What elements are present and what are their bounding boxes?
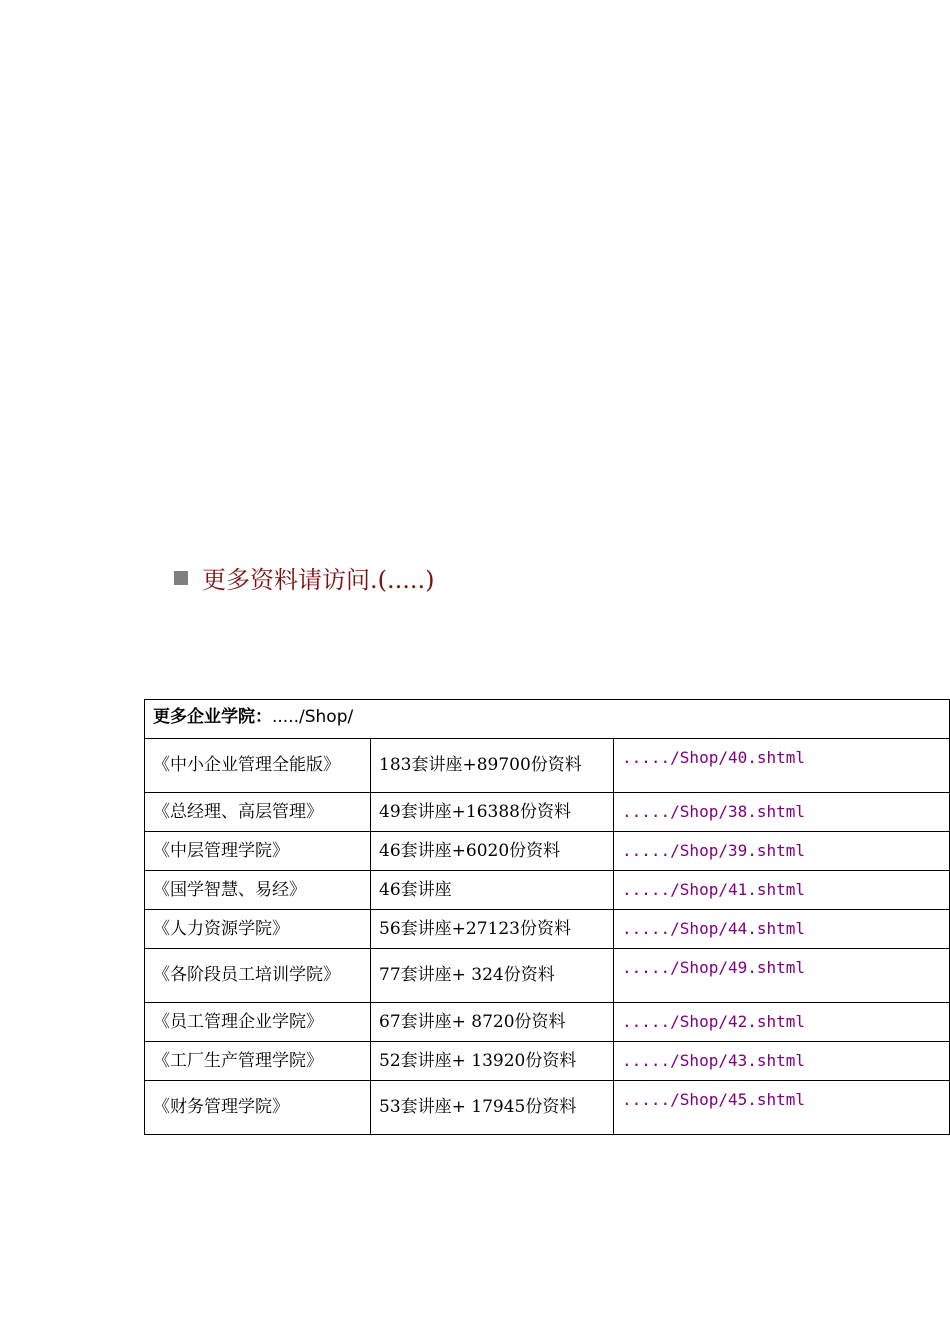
table-header-row (145, 700, 950, 739)
course-name: 《总经理、高层管理》 (145, 793, 371, 832)
header-label: 更多企业学院： (153, 707, 272, 727)
square-bullet-icon (174, 571, 188, 585)
table-header-cell (145, 700, 950, 739)
visit-more-line (174, 560, 435, 595)
course-name: 《国学智慧、易经》 (145, 871, 371, 910)
course-name: 《人力资源学院》 (145, 910, 371, 949)
course-count: 46套讲座+6020份资料 (371, 832, 614, 871)
course-link[interactable]: ...../Shop/43.shtml (622, 1051, 806, 1070)
table-row (145, 949, 950, 1003)
course-name: 《财务管理学院》 (145, 1081, 371, 1135)
course-count: 53套讲座+ 17945份资料 (371, 1081, 614, 1135)
academy-table (144, 699, 950, 1135)
table-row (145, 793, 950, 832)
table-row (145, 1003, 950, 1042)
table-row (145, 871, 950, 910)
course-link[interactable]: ...../Shop/49.shtml (622, 958, 806, 977)
table-row (145, 1081, 950, 1135)
course-link[interactable]: ...../Shop/38.shtml (622, 802, 806, 821)
course-name: 《各阶段员工培训学院》 (145, 949, 371, 1003)
course-link[interactable]: ...../Shop/40.shtml (622, 748, 806, 767)
course-link[interactable]: ...../Shop/42.shtml (622, 1012, 806, 1031)
course-link[interactable]: ...../Shop/39.shtml (622, 841, 806, 860)
course-name: 《中小企业管理全能版》 (145, 739, 371, 793)
table-row (145, 832, 950, 871)
course-count: 46套讲座 (371, 871, 614, 910)
visit-more-text: 更多资料请访问.(.....) (202, 566, 435, 594)
table-row (145, 1042, 950, 1081)
course-link[interactable]: ...../Shop/41.shtml (622, 880, 806, 899)
course-count: 49套讲座+16388份资料 (371, 793, 614, 832)
course-count: 183套讲座+89700份资料 (371, 739, 614, 793)
course-count: 67套讲座+ 8720份资料 (371, 1003, 614, 1042)
course-count: 77套讲座+ 324份资料 (371, 949, 614, 1003)
table-row (145, 739, 950, 793)
table-row (145, 910, 950, 949)
header-url[interactable]: ...../Shop/ (272, 707, 354, 727)
course-link[interactable]: ...../Shop/44.shtml (622, 919, 806, 938)
course-name: 《中层管理学院》 (145, 832, 371, 871)
course-count: 56套讲座+27123份资料 (371, 910, 614, 949)
course-link[interactable]: ...../Shop/45.shtml (622, 1090, 806, 1109)
course-name: 《员工管理企业学院》 (145, 1003, 371, 1042)
course-name: 《工厂生产管理学院》 (145, 1042, 371, 1081)
course-count: 52套讲座+ 13920份资料 (371, 1042, 614, 1081)
